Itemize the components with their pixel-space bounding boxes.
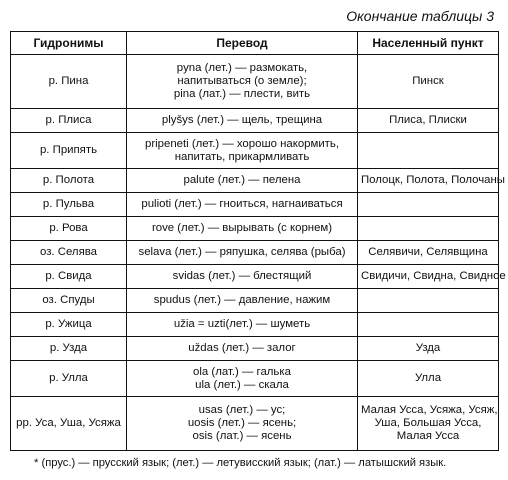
table-row: [11, 133, 499, 169]
settlement-line: Плиса, Плиски: [389, 114, 467, 126]
table-caption: Окончание таблицы 3: [346, 8, 494, 24]
translation-cell: [127, 265, 358, 289]
translation-cell: [127, 337, 358, 361]
hydronym-cell: р. Ужица: [11, 313, 127, 337]
column-header-settlement: Населенный пункт: [358, 32, 499, 55]
hydronym-cell: р. Пина: [11, 55, 127, 109]
translation-cell: [127, 109, 358, 133]
settlement-cell: [358, 397, 499, 451]
hydronym-cell: оз. Селява: [11, 241, 127, 265]
settlement-cell: [358, 337, 499, 361]
settlement-cell: [358, 133, 499, 169]
settlement-line: Улла: [414, 372, 442, 384]
table-row: [11, 397, 499, 451]
settlement-cell: [358, 193, 499, 217]
translation-cell: [127, 133, 358, 169]
translation-cell: [127, 193, 358, 217]
translation-cell: [127, 55, 358, 109]
hydronym-cell: р. Плиса: [11, 109, 127, 133]
table-row: [11, 241, 499, 265]
translation-line: pina (лат.) — плести, вить: [173, 88, 311, 100]
table-row: [11, 289, 499, 313]
settlement-cell: [358, 313, 499, 337]
settlement-line: Уша, Большая Усса,: [374, 417, 482, 429]
hydronym-cell: р. Пульва: [11, 193, 127, 217]
hydronym-cell: рр. Уса, Уша, Усяжа: [11, 397, 127, 451]
translation-line: spudus (лет.) — давление, нажим: [153, 294, 331, 306]
settlement-cell: [358, 217, 499, 241]
translation-line: selava (лет.) — ряпушка, селява (рыба): [138, 246, 346, 258]
translation-line: ola (лат.) — галька: [193, 365, 291, 378]
translation-line: užia = uzti(лет.) — шуметь: [173, 318, 311, 330]
table-row: [11, 169, 499, 193]
translation-line: uždas (лет.) — залог: [188, 342, 296, 354]
settlement-cell: [358, 361, 499, 397]
hydronym-cell: р. Узда: [11, 337, 127, 361]
settlement-cell: [358, 169, 505, 193]
settlement-line: Свидичи, Свидна, Свидное: [361, 270, 506, 282]
settlement-line: Полоцк, Полота, Полочаны: [361, 174, 505, 186]
hydronym-cell: р. Рова: [11, 217, 127, 241]
settlement-line: Узда: [415, 342, 441, 354]
translation-line: svidas (лет.) — блестящий: [172, 270, 312, 282]
column-header-hydronyms: Гидронимы: [11, 32, 127, 55]
translation-line: pulioti (лет.) — гноиться, нагнаиваться: [141, 198, 343, 210]
column-header-translation: Перевод: [127, 32, 358, 55]
translation-cell: [127, 361, 358, 397]
translation-line: ula (лет.) — скала: [195, 378, 289, 391]
header-row: [11, 32, 499, 55]
table-row: [11, 55, 499, 109]
translation-cell: [127, 289, 358, 313]
translation-cell: [127, 169, 358, 193]
settlement-cell: [358, 265, 506, 289]
settlement-line: Малая Усса, Усяжа, Усяж,: [361, 404, 498, 416]
settlement-cell: [358, 55, 499, 109]
translation-cell: [127, 241, 358, 265]
footnote: * (прус.) — прусский язык; (лет.) — летувисский язык; (лат.) — латышский язык.: [34, 457, 447, 469]
translation-cell: [127, 397, 358, 451]
settlement-cell: [358, 109, 499, 133]
table-row: [11, 313, 499, 337]
hydronym-cell: р. Свида: [11, 265, 127, 289]
table-row: [11, 361, 499, 397]
translation-line: palute (лет.) — пелена: [183, 174, 301, 186]
settlement-cell: [358, 289, 499, 313]
table-row: [11, 265, 499, 289]
translation-line: uosis (лет.) — ясень;: [187, 417, 297, 429]
table-row: [11, 217, 499, 241]
hydronym-cell: р. Припять: [11, 133, 127, 169]
table-row: [11, 193, 499, 217]
translation-line: pripeneti (лет.) — хорошо накормить,: [144, 137, 339, 150]
settlement-line: Малая Усса: [396, 430, 460, 442]
settlement-line: Селявичи, Селявщина: [368, 246, 488, 258]
table-row: [11, 337, 499, 361]
translation-cell: [127, 217, 358, 241]
table-row: [11, 109, 499, 133]
translation-line: osis (лат.) — ясень: [192, 430, 292, 442]
translation-cell: [127, 313, 358, 337]
hydronym-cell: оз. Спуды: [11, 289, 127, 313]
translation-line: plyšys (лет.) — щель, трещина: [161, 114, 323, 126]
settlement-cell: [358, 241, 499, 265]
hydronym-table: [10, 31, 506, 451]
translation-line: напитываться (о земле);: [177, 75, 307, 87]
translation-line: usas (лет.) — ус;: [198, 404, 286, 416]
translation-line: pyna (лет.) — размокать,: [176, 62, 308, 74]
translation-line: напитать, прикармливать: [174, 150, 310, 163]
translation-line: rove (лет.) — вырывать (с корнем): [151, 222, 333, 234]
settlement-line: Пинск: [412, 75, 444, 87]
hydronym-cell: р. Полота: [11, 169, 127, 193]
hydronym-cell: р. Улла: [11, 361, 127, 397]
